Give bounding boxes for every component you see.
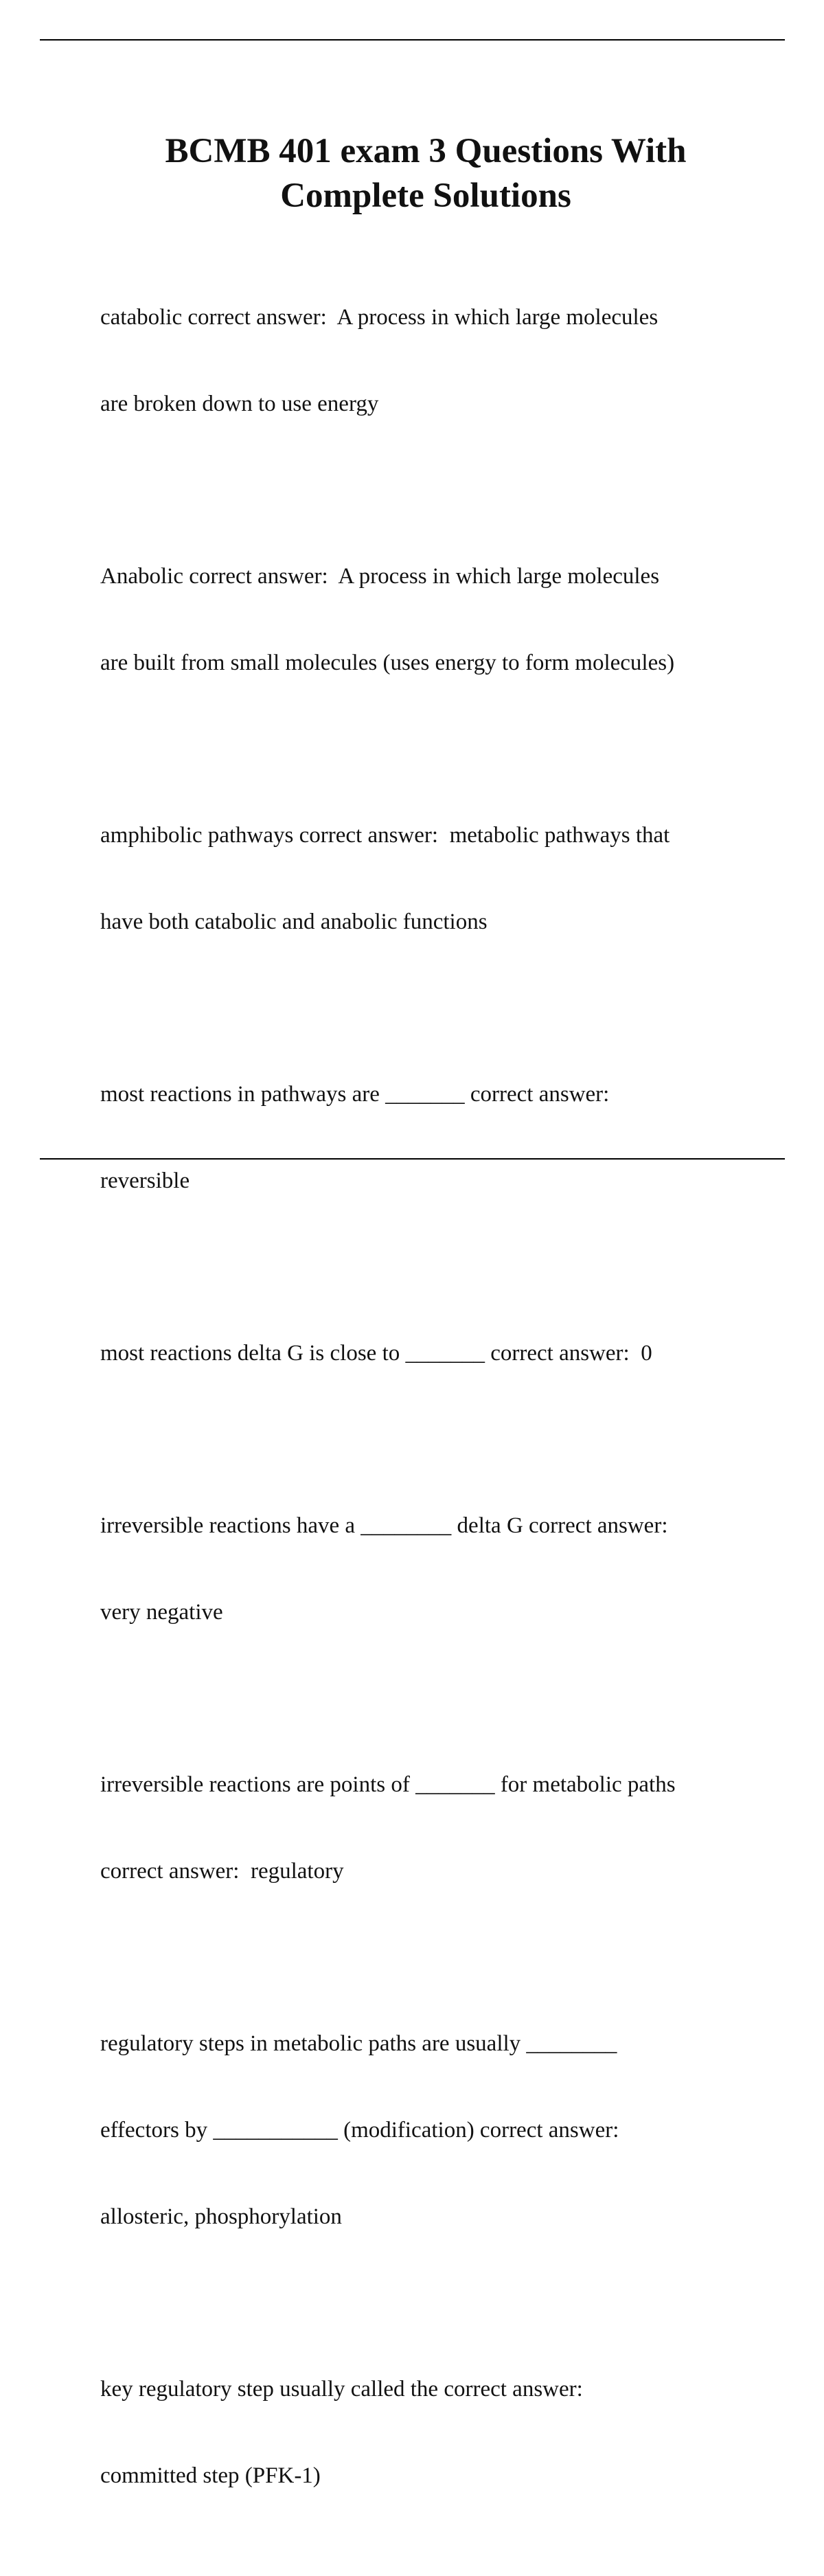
document-title [62,129,790,218]
entry-line: are broken down to use energy [100,392,379,416]
entry-line: effectors by ___________ (modification) correct answer: [100,2118,619,2143]
title-line-1: BCMB 401 exam 3 Questions With [165,132,687,170]
qa-list [100,245,746,2576]
entry-line: key regulatory step usually called the correct answer: [100,2377,583,2402]
qa-entry-anabolic [100,504,746,735]
entry-line: committed step (PFK-1) [100,2463,321,2488]
qa-entry-catabolic [100,245,746,476]
entry-line: catabolic correct answer: A process in which large molecules [100,305,659,330]
qa-entry-amphibolic [100,763,746,994]
entry-line: amphibolic pathways correct answer: metabolic pathways that [100,823,670,848]
entry-line: irreversible reactions have a ________ delta G correct answer: [100,1513,668,1538]
entry-line: Anabolic correct answer: A process in which large molecules [100,564,660,589]
entry-line: have both catabolic and anabolic functions [100,909,488,934]
qa-entry-regulatory [100,1713,746,1943]
bottom-rule [40,1158,785,1160]
entry-line: correct answer: regulatory [100,1859,344,1884]
qa-entry-reversible [100,1022,746,1253]
entry-line: most reactions in pathways are _______ correct answer: [100,1082,610,1107]
qa-entry-committed-step [100,2317,746,2548]
qa-entry-very-negative [100,1454,746,1684]
entry-line: reversible [100,1168,190,1193]
entry-line: allosteric, phosphorylation [100,2204,342,2229]
entry-line: irreversible reactions are points of _______ for metabolic paths [100,1772,676,1797]
entry-line: most reactions delta G is close to _______ correct answer: 0 [100,1341,652,1366]
entry-line: very negative [100,1600,223,1625]
entry-line: are built from small molecules (uses energy to form molecules) [100,651,675,675]
qa-entry-allosteric [100,1971,746,2289]
top-rule [40,39,785,41]
title-line-2: Complete Solutions [280,177,571,215]
entry-line: regulatory steps in metabolic paths are usually ________ [100,2031,617,2056]
qa-entry-delta-g-zero [100,1281,746,1425]
